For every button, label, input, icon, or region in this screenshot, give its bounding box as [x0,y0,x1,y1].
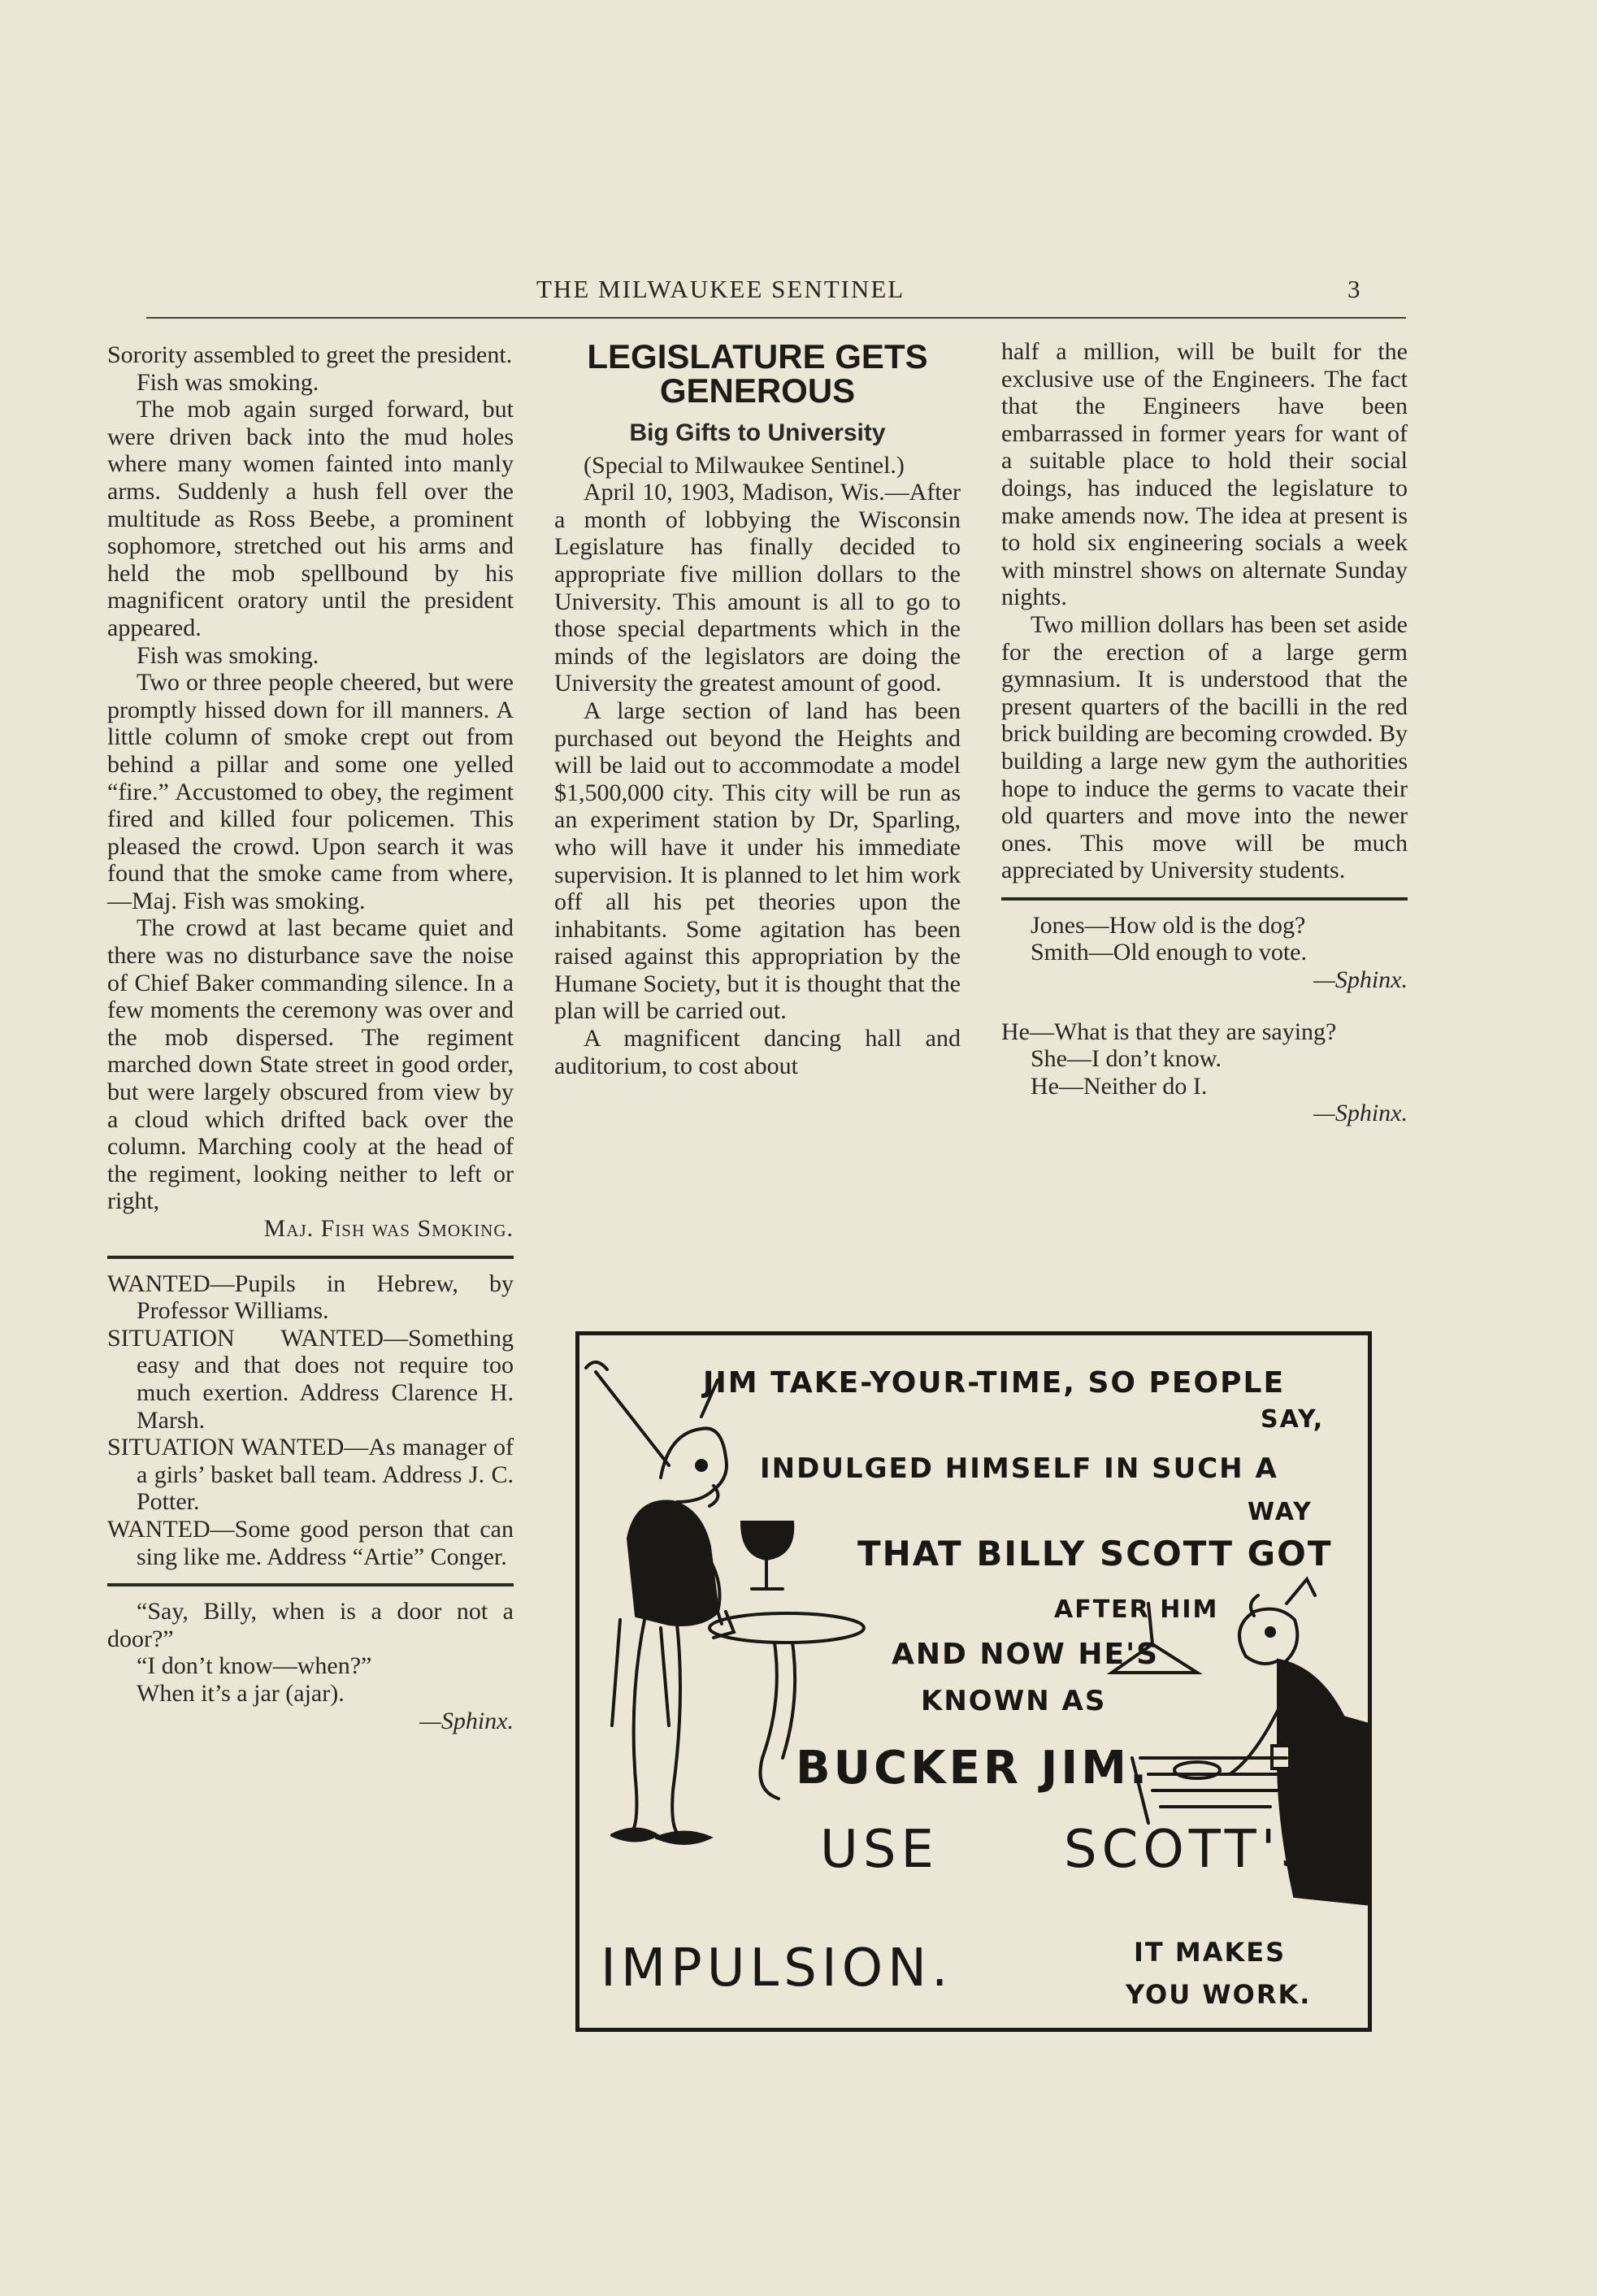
joke-signature: —Sphinx. [1313,1100,1408,1127]
cartoon-illustration [579,1335,1372,2032]
joke-signature: —Sphinx. [419,1707,514,1734]
running-head: THE MILWAUKEE SENTINEL [536,275,905,303]
column-center [554,337,961,1079]
header-rule [146,317,1406,319]
joke-signature: —Sphinx. [1313,966,1408,994]
joke-line: When it’s a jar (ajar). [137,1679,345,1707]
ad-line: INDULGED HIMSELF IN SUCH A [760,1452,1278,1485]
joke-line: Jones—How old is the dog? [1031,911,1306,939]
ad-line: IT MAKES [1134,1937,1287,1968]
ad-line: JIM TAKE-YOUR-TIME, SO PEOPLE [703,1366,1286,1400]
paragraph: April 10, 1903, Madison, Wis.—After a month of lobbying the Wisconsin Legislature has finally decided to appropriate five million dollars to the University. This amount is all to go to those special departments which in the minds of the legislators are doing the University the greatest amount of good. [554,479,961,697]
joke-line: Smith—Old enough to vote. [1031,939,1307,966]
closing-line: Maj. Fish was Smoking. [263,1215,514,1242]
ad-line: WAY [1248,1498,1313,1526]
ad-line: IMPULSION. [601,1938,953,1999]
ad-line: THAT BILLY SCOTT GOT [857,1534,1333,1573]
paragraph: half a million, will be built for the exclusive use of the Engineers. The fact that the Engineers have been embarrassed in former years for want of a suitable place to hold their social doings, has induced the legislature to make amends now. The idea at present is to hold six engineering socials a week with minstrel shows on alternate Sunday nights. [1001,338,1408,611]
ad-line: KNOWN AS [921,1685,1107,1717]
section-rule [1001,897,1408,901]
ad-line: SCOTT'S [1064,1820,1318,1880]
page-number: 3 [1347,275,1360,303]
ad-line: AND NOW HE'S [892,1638,1160,1671]
paragraph: The mob again surged forward, but were driven back into the mud holes where many women fainted into manly arms. Suddenly a hush fell over the multitude as Ross Beebe, a prominent sophomore, stretched out his arms and held the mob spellbound by his magnificent oratory until the president appeared. [107,396,514,641]
paragraph: The crowd at last became quiet and there was no disturbance save the noise of Chief Baker commanding silence. In a few moments the ceremony was over and the mob dispersed. The regiment marched down State street in good order, but were largely obscured from view by a cloud which drifted back over the column. Marching cooly at the head of the regiment, looking neither to left or right, [107,914,514,1215]
paragraph: Sorority assembled to greet the president. [107,341,513,368]
paragraph: Two or three people cheered, but were promptly hissed down for ill manners. A little column of smoke crept out from behind a pillar and some one yelled “fire.” Accustomed to obey, the regiment fired and killed four policemen. This pleased the crowd. Upon search it was found that the smoke came from where,—Maj. Fish was smoking. [107,669,514,914]
column-right [1001,338,1408,1127]
column-left [107,341,514,1734]
joke-line: “I don’t know—when?” [137,1652,372,1680]
section-rule [107,1583,514,1586]
paragraph: A large section of land has been purchased out beyond the Heights and will be laid out to accommodate a model $1,500,000 city. This city will be run as an experiment station by Dr, Sparling, who will have it under his immediate supervision. It is planned to let him work off all his pet theories upon the inhabitants. Some agitation has been raised against this appropriation by the Humane Society, but it is thought that the plan will be carried out. [554,697,961,1025]
ad-line: AFTER HIM [1054,1595,1219,1624]
article-dateline-source: (Special to Milwaukee Sentinel.) [584,451,905,479]
article-headline: LEGISLATURE GETS GENEROUS [587,337,928,410]
ad-line: USE [820,1820,939,1880]
ad-line: BUCKER JIM. [796,1742,1151,1795]
joke-line: He—What is that they are saying? [1001,1018,1337,1045]
joke-line: She—I don’t know. [1031,1045,1222,1073]
paragraph: Fish was smoking. [137,641,319,669]
ad-line: SAY, [1261,1405,1325,1434]
cartoon-advertisement [575,1331,1372,2032]
paragraph: Two million dollars has been set aside for the erection of a large germ gymnasium. It is understood that the present quarters of the bacilli in the red brick building are becoming crowded. By building a large new gym the authorities hope to induce the germs to vacate their old quarters and move into the newer ones. This move will be much appreciated by University students. [1001,610,1408,884]
paragraph: A magnificent dancing hall and auditorium, to cost about [554,1025,961,1079]
section-rule [107,1256,514,1259]
ad-line: YOU WORK. [1126,1979,1312,2010]
classified-ad: SITUATION WANTED—Something easy and that does not require too much exertion. Address Clarence H. Marsh. [107,1324,514,1434]
joke-line: He—Neither do I. [1031,1072,1208,1100]
paragraph: Fish was smoking. [137,368,319,396]
classified-ad: WANTED—Pupils in Hebrew, by Professor Williams. [107,1270,514,1325]
joke-line: “Say, Billy, when is a door not a door?” [107,1598,514,1652]
classified-ad: WANTED—Some good person that can sing like me. Address “Artie” Conger. [107,1515,514,1570]
classified-ad: SITUATION WANTED—As manager of a girls’ basket ball team. Address J. C. Potter. [107,1434,514,1516]
article-subhead: Big Gifts to University [629,419,886,446]
